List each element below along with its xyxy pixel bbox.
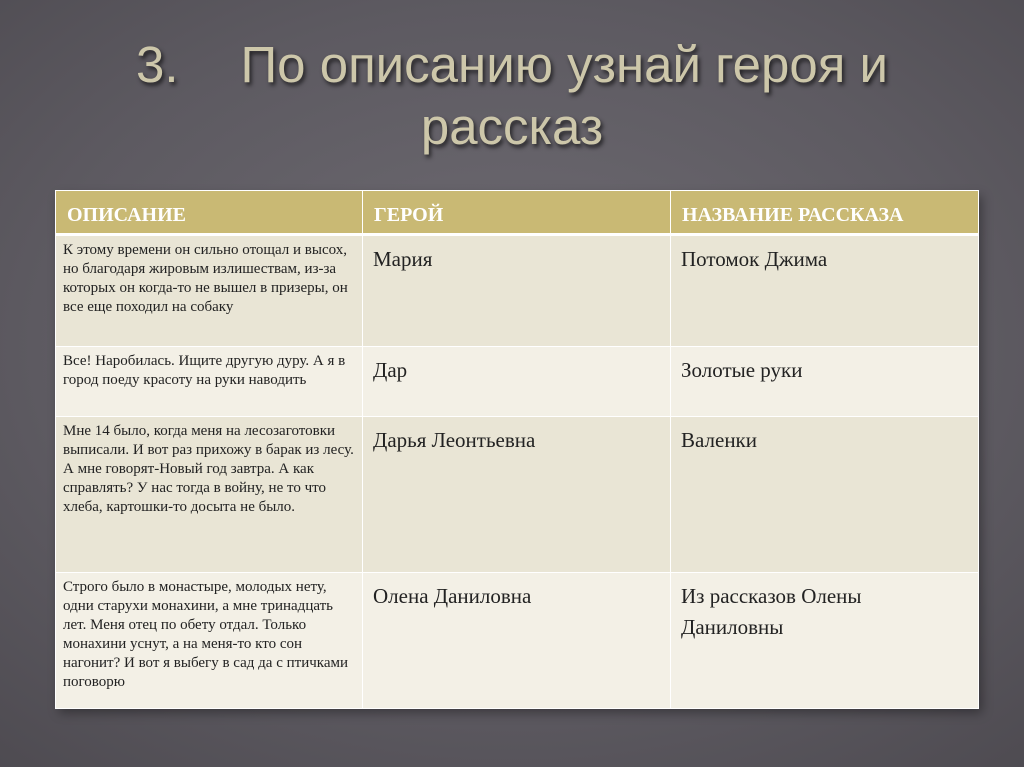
description-cell: К этому времени он сильно отощал и высох, но благодаря жировым излишествам, из-за которых он когда-то не вышел в призеры, он все еще походил на собаку — [56, 235, 363, 347]
story-cell: Из рассказов Олены Даниловны — [671, 573, 979, 709]
header-hero: ГЕРОЙ — [363, 191, 671, 235]
title-number: 3. — [135, 36, 179, 93]
hero-cell: Дар — [363, 347, 671, 417]
description-cell: Строго было в монастыре, молодых нету, одни старухи монахини, а мне тринадцать лет. Меня отец по обету отдал. Только монахини уснут, а на меня-то кто сон нагонит? И вот я выбегу в сад да с птичками поговорю — [56, 573, 363, 709]
hero-cell: Дарья Леонтьевна — [363, 417, 671, 573]
title-line-2: рассказ — [420, 98, 604, 155]
header-description: ОПИСАНИЕ — [56, 191, 363, 235]
story-cell: Валенки — [671, 417, 979, 573]
slide-title — [0, 34, 1024, 158]
title-line-1: По описанию узнай героя и — [240, 36, 889, 93]
table-header-row — [56, 191, 979, 235]
hero-story-table — [55, 190, 979, 709]
story-cell: Золотые руки — [671, 347, 979, 417]
table-row — [56, 417, 979, 573]
table-row — [56, 235, 979, 347]
story-cell: Потомок Джима — [671, 235, 979, 347]
table-row — [56, 347, 979, 417]
hero-cell: Мария — [363, 235, 671, 347]
description-cell: Все! Наробилась. Ищите другую дуру. А я в город поеду красоту на руки наводить — [56, 347, 363, 417]
hero-cell: Олена Даниловна — [363, 573, 671, 709]
header-story-title: НАЗВАНИЕ РАССКАЗА — [671, 191, 979, 235]
hero-story-table-container — [55, 190, 978, 707]
table-row — [56, 573, 979, 709]
description-cell: Мне 14 было, когда меня на лесозаготовки выписали. И вот раз прихожу в барак из лесу. А мне говорят-Новый год завтра. А как справлять? У нас тогда в войну, не то что хлеба, картошки-то досыта не было. — [56, 417, 363, 573]
